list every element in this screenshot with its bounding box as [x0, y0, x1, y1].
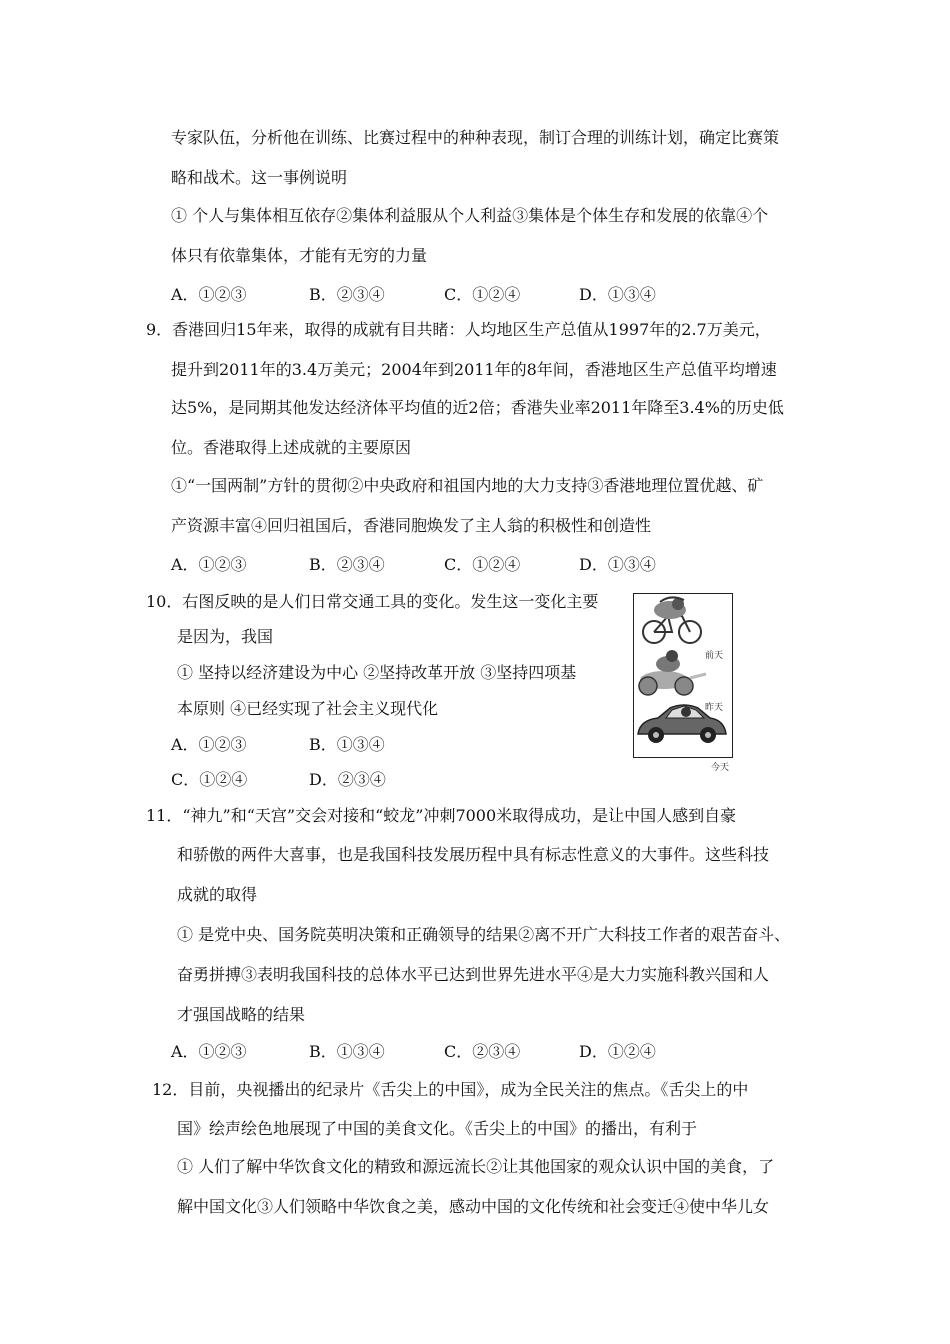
q12-statements: ① 人们了解中华饮食文化的精致和源远流长②让其他国家的观众认识中国的美食，了 [177, 1157, 775, 1176]
q8-option-a: A．①②③ [171, 285, 247, 304]
q8-option-c: C．①②④ [444, 285, 521, 304]
q10-stem: 10．右图反映的是人们日常交通工具的变化。发生这一变化主要 [146, 592, 599, 611]
q10-statements: 本原则 ④已经实现了社会主义现代化 [177, 699, 439, 718]
q11-stem: 成就的取得 [177, 885, 258, 904]
q8-option-d: D．①③④ [579, 285, 656, 304]
q10-stem: 是因为，我国 [177, 627, 274, 646]
q11-statements: 才强国战略的结果 [177, 1005, 306, 1024]
q9-stem: 位。香港取得上述成就的主要原因 [171, 438, 412, 457]
figure-label-today: 今天 [711, 763, 730, 773]
q11-option-c: C．②③④ [444, 1042, 521, 1061]
figure-label-day-before-yesterday: 前天 [705, 651, 724, 661]
q10-statements: ① 坚持以经济建设为中心 ②坚持改革开放 ③坚持四项基 [177, 663, 577, 682]
q10-option-a: A．①②③ [171, 735, 247, 754]
q9-option-d: D．①③④ [579, 555, 656, 574]
motorcycle-illustration [639, 650, 706, 695]
figure-label-yesterday: 昨天 [705, 703, 724, 713]
q11-stem: 和骄傲的两件大喜事，也是我国科技发展历程中具有标志性意义的大事件。这些科技 [177, 845, 770, 864]
q11-option-b: B．①③④ [309, 1042, 385, 1061]
q11-statements: 奋勇拼搏③表明我国科技的总体水平已达到世界先进水平④是大力实施科教兴国和人 [177, 965, 770, 984]
q9-statements: 产资源丰富④回归祖国后，香港同胞焕发了主人翁的积极性和创造性 [171, 516, 652, 535]
q8-line: 专家队伍，分析他在训练、比赛过程中的种种表现，制订合理的训练计划，确定比赛策 [171, 128, 780, 147]
q8-option-b: B．②③④ [309, 285, 385, 304]
q11-stem: 11．“神九”和“天宫”交会对接和“蛟龙”冲刺7000米取得成功，是让中国人感到自豪 [146, 806, 737, 825]
q9-option-c: C．①②④ [444, 555, 521, 574]
q10-option-b: B．①③④ [309, 735, 385, 754]
q11-option-d: D．①②④ [579, 1042, 656, 1061]
transport-figure [633, 593, 733, 758]
q9-option-a: A．①②③ [171, 555, 247, 574]
q9-stem: 9．香港回归15年来，取得的成就有目共睹：人均地区生产总值从1997年的2.7万美元， [146, 320, 771, 339]
q8-statements: 体只有依靠集体，才能有无穷的力量 [171, 246, 428, 265]
q11-statements: ① 是党中央、国务院英明决策和正确领导的结果②离不开广大科技工作者的艰苦奋斗、 [177, 925, 791, 944]
q10-option-c: C．①②④ [171, 770, 248, 789]
q12-stem: 12．目前，央视播出的纪录片《舌尖上的中国》，成为全民关注的焦点。《舌尖上的中 [152, 1080, 749, 1099]
q9-statements: ①“一国两制”方针的贯彻②中央政府和祖国内地的大力支持③香港地理位置优越、矿 [171, 476, 764, 495]
q8-statements: ① 个人与集体相互依存②集体利益服从个人利益③集体是个体生存和发展的依靠④个 [171, 206, 769, 225]
q9-stem: 提升到2011年的3.4万美元；2004年到2011年的8年间，香港地区生产总值平均增速 [171, 360, 777, 379]
q9-option-b: B．②③④ [309, 555, 385, 574]
bicycle-illustration [643, 597, 701, 643]
q9-stem: 达5%，是同期其他发达经济体平均值的近2倍；香港失业率2011年降至3.4%的历史低 [171, 398, 784, 417]
q12-stem: 国》绘声绘色地展现了中国的美食文化。《舌尖上的中国》的播出，有利于 [177, 1119, 698, 1138]
q11-option-a: A．①②③ [171, 1042, 247, 1061]
q12-statements: 解中国文化③人们领略中华饮食之美，感动中国的文化传统和社会变迁④使中华儿女 [177, 1197, 770, 1216]
q8-line: 略和战术。这一事例说明 [171, 168, 348, 187]
q10-option-d: D．②③④ [309, 770, 386, 789]
